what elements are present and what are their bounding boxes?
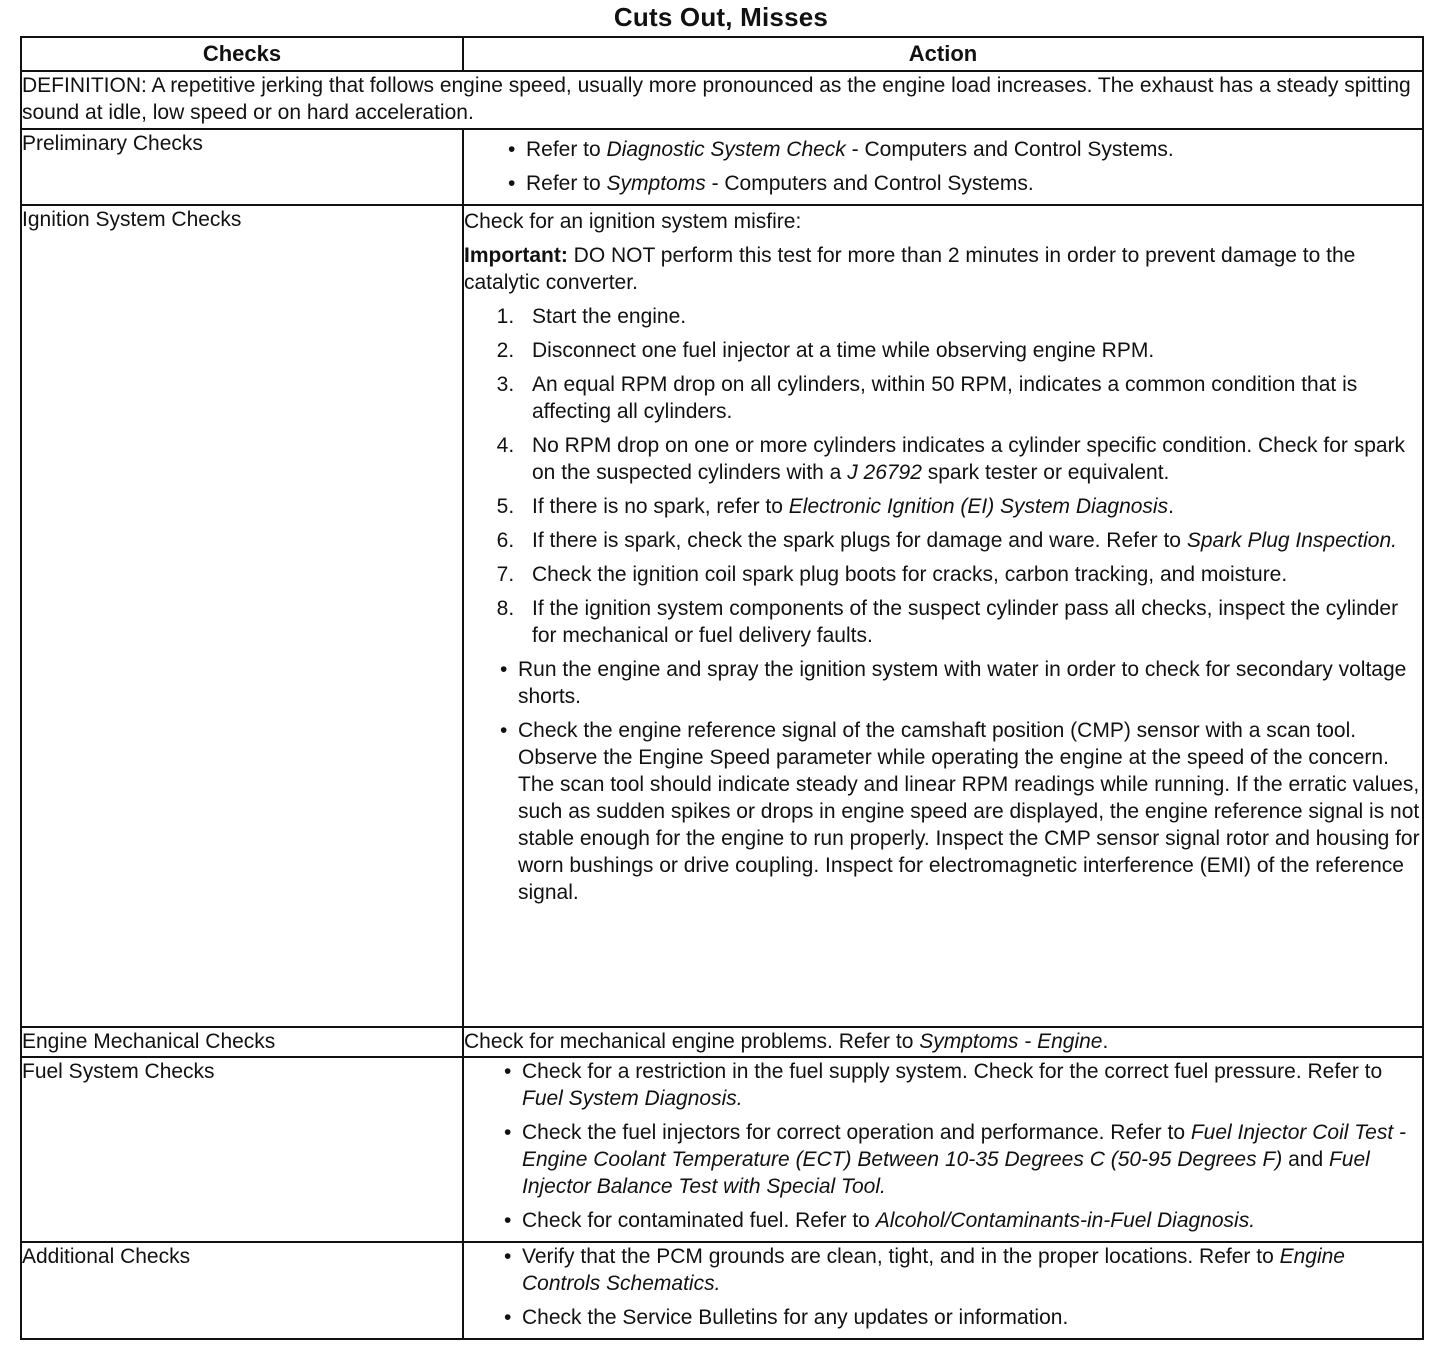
bullet-icon: • xyxy=(500,719,508,742)
list-item: • Check for a restriction in the fuel supply system. Check for the correct fuel pressure. Refer to Fuel System Diagnosis. xyxy=(504,1060,1383,1110)
reference-link: Fuel Injector Balance Test with Special Tool. xyxy=(522,1148,1370,1198)
definition-row xyxy=(21,71,1423,129)
important-label: Important: xyxy=(464,244,568,267)
check-label-fuel: Fuel System Checks xyxy=(21,1057,463,1242)
check-label-engine-mechanical: Engine Mechanical Checks xyxy=(21,1027,463,1057)
list-item: • Run the engine and spray the ignition system with water in order to check for secondary voltage shorts. xyxy=(500,658,1407,708)
reference-link: Diagnostic System Check xyxy=(606,138,846,161)
check-label-additional: Additional Checks xyxy=(21,1242,463,1339)
table-header-row xyxy=(21,37,1423,71)
reference-link: Alcohol/Contaminants-in-Fuel Diagnosis. xyxy=(875,1209,1256,1232)
reference-link: Fuel Injector Coil Test - Engine Coolant Temperature (ECT) Between 10-35 Degrees C (50-95 Degrees F) xyxy=(522,1121,1406,1171)
action-preliminary xyxy=(463,129,1423,205)
action-additional xyxy=(463,1242,1423,1339)
check-label-ignition: Ignition System Checks xyxy=(21,205,463,1027)
list-item: • Refer to Symptoms - Computers and Control Systems. xyxy=(508,172,1034,195)
list-item: • Verify that the PCM grounds are clean, tight, and in the proper locations. Refer to Engine Controls Schematics. xyxy=(504,1245,1345,1295)
table-row-fuel xyxy=(21,1057,1423,1242)
list-item: • Refer to Diagnostic System Check - Computers and Control Systems. xyxy=(508,138,1174,161)
list-item: 4. No RPM drop on one or more cylinders indicates a cylinder specific condition. Check for spark on the suspected cylinders with a J 26792 spark tester or equivalent. xyxy=(520,432,1422,486)
ignition-intro: Check for an ignition system misfire: xyxy=(464,210,802,233)
bullet-icon: • xyxy=(500,658,508,681)
bullet-icon: • xyxy=(504,1121,512,1144)
reference-link: Engine Controls Schematics. xyxy=(522,1245,1345,1295)
reference-link: Fuel System Diagnosis. xyxy=(522,1087,743,1110)
important-note xyxy=(464,242,1422,296)
action-fuel xyxy=(463,1057,1423,1242)
list-item: • Check the engine reference signal of the camshaft position (CMP) sensor with a scan tool. Observe the Engine Speed parameter while operating the engine at the speed of the concern. The scan tool should indicate steady and linear RPM readings while running. If the erratic values, such as sudden spikes or drops in engine speed are displayed, the engine reference signal is not stable enough for the engine to run properly. Inspect the CMP sensor signal rotor and housing for worn bushings or drive coupling. Inspect for electromagnetic interference (EMI) of the reference signal. xyxy=(500,719,1420,904)
column-header-action: Action xyxy=(463,37,1423,71)
reference-link: Electronic Ignition (EI) System Diagnosis xyxy=(788,495,1169,518)
list-item: 2. Disconnect one fuel injector at a time while observing engine RPM. xyxy=(520,337,1422,364)
list-item: 6. If there is spark, check the spark plugs for damage and ware. Refer to Spark Plug Inspection. xyxy=(520,527,1422,554)
list-item: 3. An equal RPM drop on all cylinders, within 50 RPM, indicates a common condition that is affecting all cylinders. xyxy=(520,371,1422,425)
list-item: • Check for contaminated fuel. Refer to Alcohol/Contaminants-in-Fuel Diagnosis. xyxy=(504,1209,1256,1232)
bullet-icon: • xyxy=(504,1060,512,1083)
reference-link: Symptoms xyxy=(606,172,706,195)
action-engine-mechanical: Check for mechanical engine problems. Refer to Symptoms - Engine. xyxy=(463,1027,1423,1057)
table-row-additional xyxy=(21,1242,1423,1339)
bullet-icon: • xyxy=(504,1306,512,1329)
list-item: 1. Start the engine. xyxy=(520,303,1422,330)
action-ignition xyxy=(463,205,1423,1027)
page-title: Cuts Out, Misses xyxy=(613,2,829,32)
diagnostic-table xyxy=(20,36,1424,1340)
bullet-icon: • xyxy=(508,138,516,161)
bullet-icon: • xyxy=(508,172,516,195)
list-item: • Check the Service Bulletins for any updates or information. xyxy=(504,1306,1069,1329)
bullet-icon: • xyxy=(504,1209,512,1232)
check-label-preliminary: Preliminary Checks xyxy=(21,129,463,205)
important-text: DO NOT perform this test for more than 2 minutes in order to prevent damage to the catalytic converter. xyxy=(464,244,1356,294)
list-item: 8. If the ignition system components of the suspect cylinder pass all checks, inspect the cylinder for mechanical or fuel delivery faults. xyxy=(520,595,1422,649)
bullet-icon: • xyxy=(504,1245,512,1268)
list-item: 5. If there is no spark, refer to Electronic Ignition (EI) System Diagnosis. xyxy=(520,493,1422,520)
table-row-ignition xyxy=(21,205,1423,1027)
table-row-engine-mechanical xyxy=(21,1027,1423,1057)
ignition-steps xyxy=(464,303,1422,649)
reference-link: Spark Plug Inspection. xyxy=(1186,529,1397,552)
list-item: • Check the fuel injectors for correct operation and performance. Refer to Fuel Injector Coil Test - Engine Coolant Temperature (ECT) Between 10-35 Degrees C (50-95 Degrees F) and Fuel Injector Balance Test with Special Tool. xyxy=(504,1121,1406,1198)
definition-text: DEFINITION: A repetitive jerking that follows engine speed, usually more pronounced as the engine load increases. The exhaust has a steady spitting sound at idle, low speed or on hard acceleration. xyxy=(21,71,1423,129)
table-row-preliminary xyxy=(21,129,1423,205)
tool-reference: J 26792 xyxy=(847,461,922,484)
reference-link: Symptoms - Engine xyxy=(919,1030,1103,1053)
document-page xyxy=(20,0,1422,1340)
column-header-checks: Checks xyxy=(21,37,463,71)
list-item: 7. Check the ignition coil spark plug boots for cracks, carbon tracking, and moisture. xyxy=(520,561,1422,588)
